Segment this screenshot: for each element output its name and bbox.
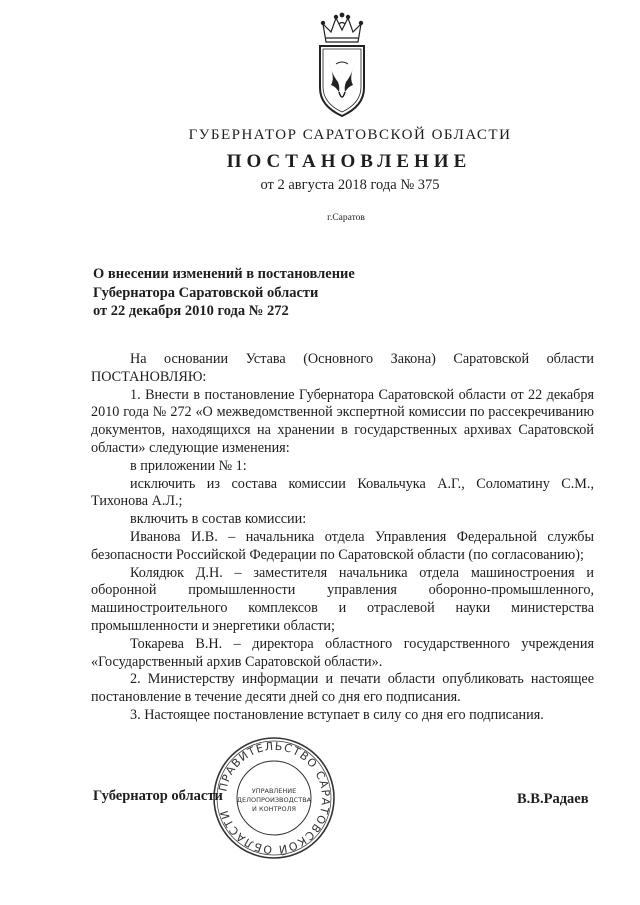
body-paragraph: 1. Внести в постановление Губернатора Саратовской области от 22 декабря 2010 года № 272 «О межведомственной экспертной комиссии по рассекречиванию документов, находящихся на хранении в государственных архивах Саратовской области» следующие изменения: (91, 386, 594, 456)
body-paragraph: 2. Министерству информации и печати области опубликовать настоящее постановление в течение десяти дней со дня его подписания. (91, 671, 594, 706)
official-stamp (211, 735, 337, 861)
stamp-inner-text: ДЕЛОПРОИЗВОДСТВА (236, 796, 312, 804)
coat-of-arms-icon (314, 12, 370, 122)
document-subject (93, 265, 355, 321)
body-paragraph: Колядюк Д.Н. – заместителя начальника отдела машиностроения и оборонной промышленности управления оборонно-промышленного, машиностроительного комплексов и отраслевой науки министерства промышленности и энергетики области; (91, 564, 594, 634)
body-paragraph: Иванова И.В. – начальника отдела Управления Федеральной службы безопасности Российской Федерации по Саратовской области (по согласованию); (91, 528, 594, 563)
signature-name: В.В.Радаев (517, 791, 589, 807)
body-paragraph: ПОСТАНОВЛЯЮ: (91, 368, 207, 385)
authority-title: ГУБЕРНАТОР САРАТОВСКОЙ ОБЛАСТИ (188, 127, 512, 143)
stamp-inner-text: И КОНТРОЛЯ (252, 805, 296, 813)
subject-line: Губернатора Саратовской области (93, 284, 319, 301)
stamp-inner-text: УПРАВЛЕНИЕ (251, 787, 297, 795)
body-paragraph: включить в состав комиссии: (130, 511, 307, 528)
signature-position: Губернатор области (93, 788, 223, 804)
document-date-number: от 2 августа 2018 года № 375 (260, 177, 440, 193)
document-city: г.Саратов (327, 213, 365, 223)
document-type: ПОСТАНОВЛЕНИЕ (226, 151, 472, 172)
subject-line: от 22 декабря 2010 года № 272 (93, 303, 289, 319)
subject-line: О внесении изменений в постановление (93, 266, 355, 282)
body-paragraph: 3. Настоящее постановление вступает в силу со дня его подписания. (130, 706, 544, 723)
body-paragraph: исключить из состава комиссии Ковальчука А.Г., Соломатину С.М., Тихонова А.Л.; (91, 475, 594, 510)
document-body (91, 351, 594, 725)
body-paragraph: Токарева В.Н. – директора областного государственного учреждения «Государственный архив Саратовской области». (91, 635, 594, 670)
stamp-outer-text: ПРАВИТЕЛЬСТВО САРАТОВСКОЙ ОБЛАСТИ (216, 739, 333, 857)
body-paragraph: На основании Устава (Основного Закона) Саратовской области (130, 351, 594, 367)
body-paragraph: в приложении № 1: (130, 457, 247, 474)
